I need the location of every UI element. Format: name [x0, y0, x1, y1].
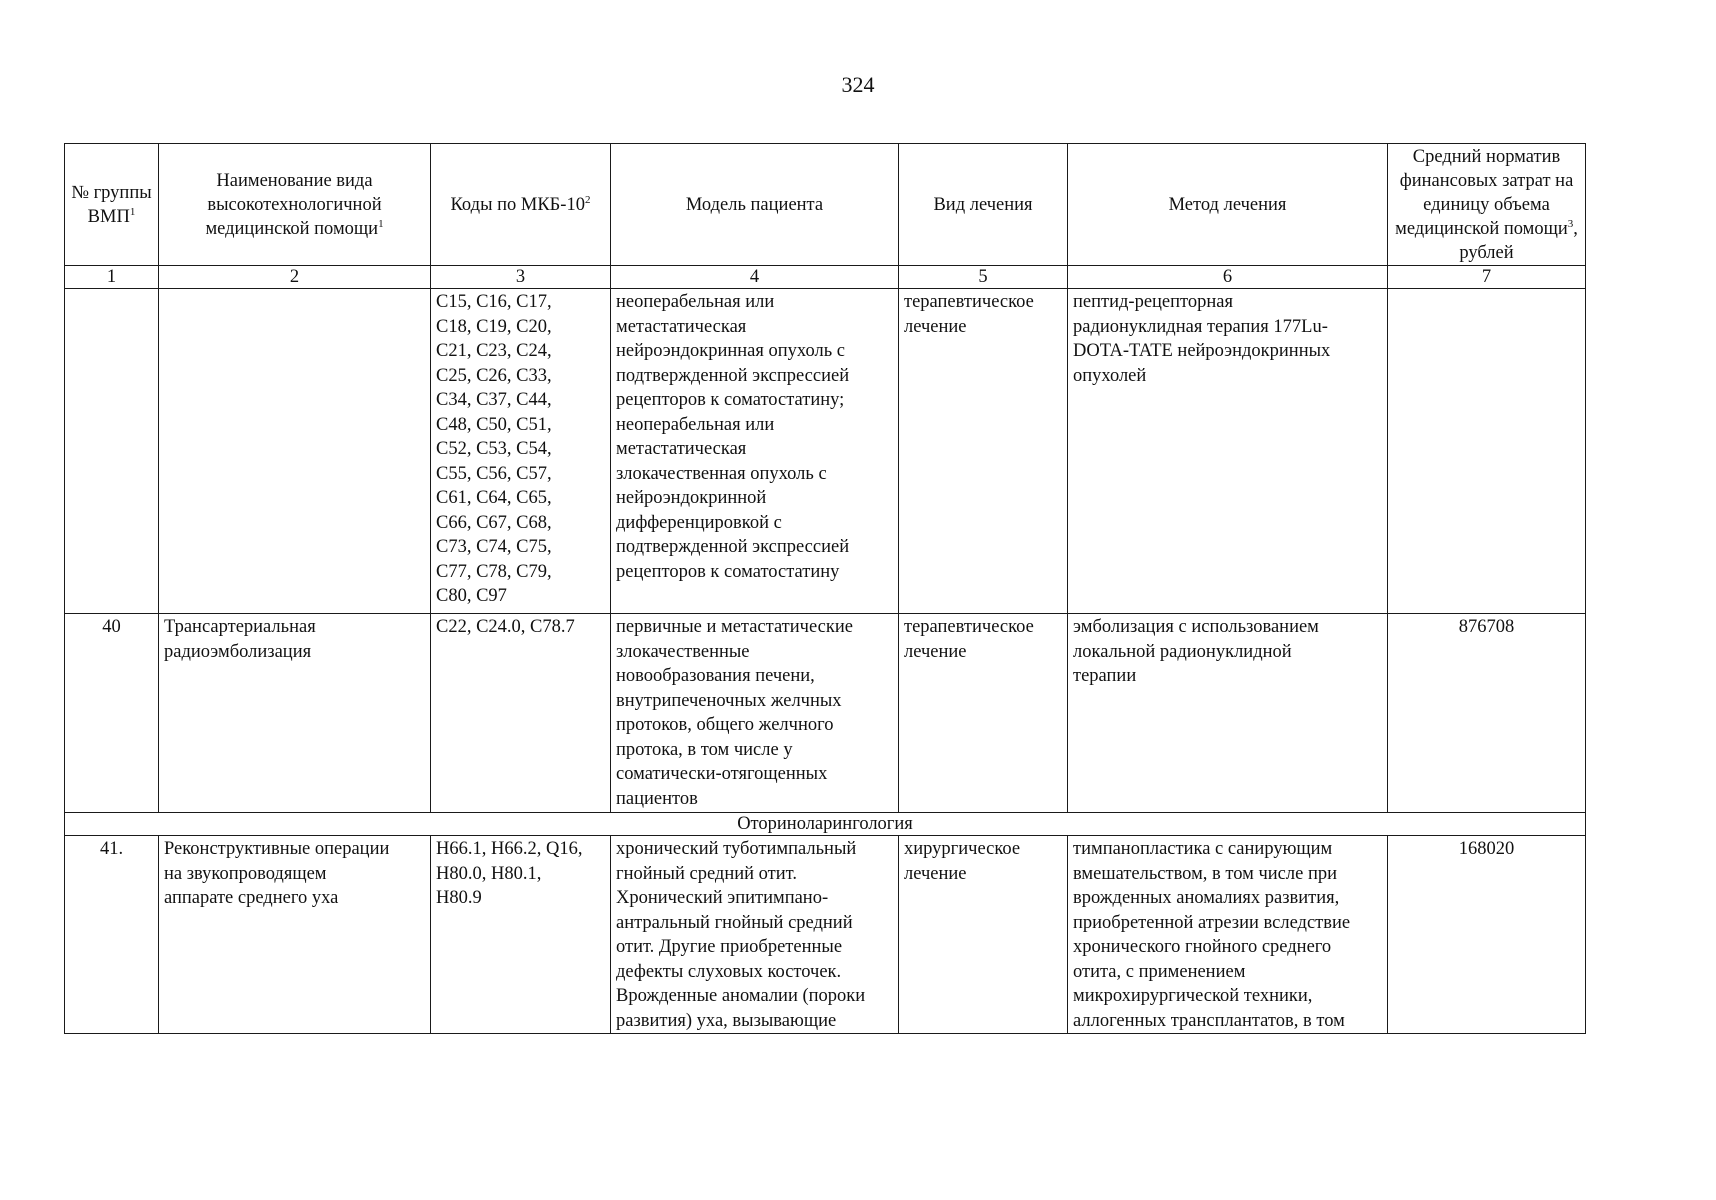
column-number: 3 [431, 266, 611, 289]
column-number: 6 [1068, 266, 1388, 289]
section-title: Оториноларингология [65, 813, 1586, 836]
header-cost-standard: Средний норматив финансовых затрат на единицу объема медицинской помощи$^3$, рублей [1388, 144, 1586, 266]
care-type-cell: Трансартериальная радиоэмболизация [159, 614, 431, 813]
treatment-method-cell: эмболизация с использованием локальной радионуклидной терапии [1068, 614, 1388, 813]
group-number-cell: 40 [65, 614, 159, 813]
section-row [65, 813, 1586, 836]
column-number: 4 [611, 266, 899, 289]
icd-codes-cell: H66.1, H66.2, Q16, H80.0, H80.1, H80.9 [431, 836, 611, 1034]
column-number: 1 [65, 266, 159, 289]
header-treatment-method: Метод лечения [1068, 144, 1388, 266]
column-number-row [65, 266, 1586, 289]
column-number: 5 [899, 266, 1068, 289]
header-treatment-type: Вид лечения [899, 144, 1068, 266]
header-patient-model: Модель пациента [611, 144, 899, 266]
table-header-row [65, 144, 1586, 266]
medical-care-table [64, 143, 1586, 1034]
cost-cell: 168020 [1388, 836, 1586, 1034]
treatment-type-cell: терапевтическое лечение [899, 614, 1068, 813]
header-icd-codes: Коды по МКБ-$10^2$ [431, 144, 611, 266]
table-row [65, 289, 1586, 614]
cost-cell: 876708 [1388, 614, 1586, 813]
treatment-method-cell: тимпанопластика с санирующим вмешательством, в том числе при врожденных аномалиях развития, приобретенной атрезии вследствие хронического гнойного среднего отита, с применением микрохирургической техники, аллогенных трансплантатов, в том [1068, 836, 1388, 1034]
group-number-cell: 41. [65, 836, 159, 1034]
column-number: 7 [1388, 266, 1586, 289]
header-group-number: № группы ВМП$^1$ [65, 144, 159, 266]
page-number: 324 [841, 72, 875, 97]
treatment-type-cell: хирургическое лечение [899, 836, 1068, 1034]
care-type-cell [159, 289, 431, 614]
patient-model-cell: неоперабельная или метастатическая нейроэндокринная опухоль с подтвержденной экспрессией рецепторов к соматостатину; неоперабельная или метастатическая злокачественная опухоль с нейроэндокринной дифференцировкой с подтвержденной экспрессией рецепторов к соматостатину [611, 289, 899, 614]
header-care-type: Наименование вида высокотехнологичной медицинской помощи$^1$ [159, 144, 431, 266]
table-row [65, 614, 1586, 813]
care-type-cell: Реконструктивные операции на звукопроводящем аппарате среднего уха [159, 836, 431, 1034]
patient-model-cell: первичные и метастатические злокачественные новообразования печени, внутрипеченочных желчных протоков, общего желчного протока, в том числе у соматически-отягощенных пациентов [611, 614, 899, 813]
treatment-method-cell: пептид-рецепторная радионуклидная терапия 177Lu- DOTA-TATE нейроэндокринных опухолей [1068, 289, 1388, 614]
group-number-cell [65, 289, 159, 614]
icd-codes-cell: C15, C16, C17, C18, C19, C20, C21, C23, C24, C25, C26, C33, C34, C37, C44, C48, C50, C51, C52, C53, C54, C55, C56, C57, C61, C64, C65, C66, C67, C68, C73, C74, C75, C77, C78, C79, C80, C97 [431, 289, 611, 614]
table-row [65, 836, 1586, 1034]
patient-model-cell: хронический туботимпальный гнойный средний отит. Хронический эпитимпано- антральный гнойный средний отит. Другие приобретенные дефекты слуховых косточек. Врожденные аномалии (пороки развития) уха, вызывающие [611, 836, 899, 1034]
column-number: 2 [159, 266, 431, 289]
cost-cell [1388, 289, 1586, 614]
icd-codes-cell: C22, C24.0, C78.7 [431, 614, 611, 813]
treatment-type-cell: терапевтическое лечение [899, 289, 1068, 614]
